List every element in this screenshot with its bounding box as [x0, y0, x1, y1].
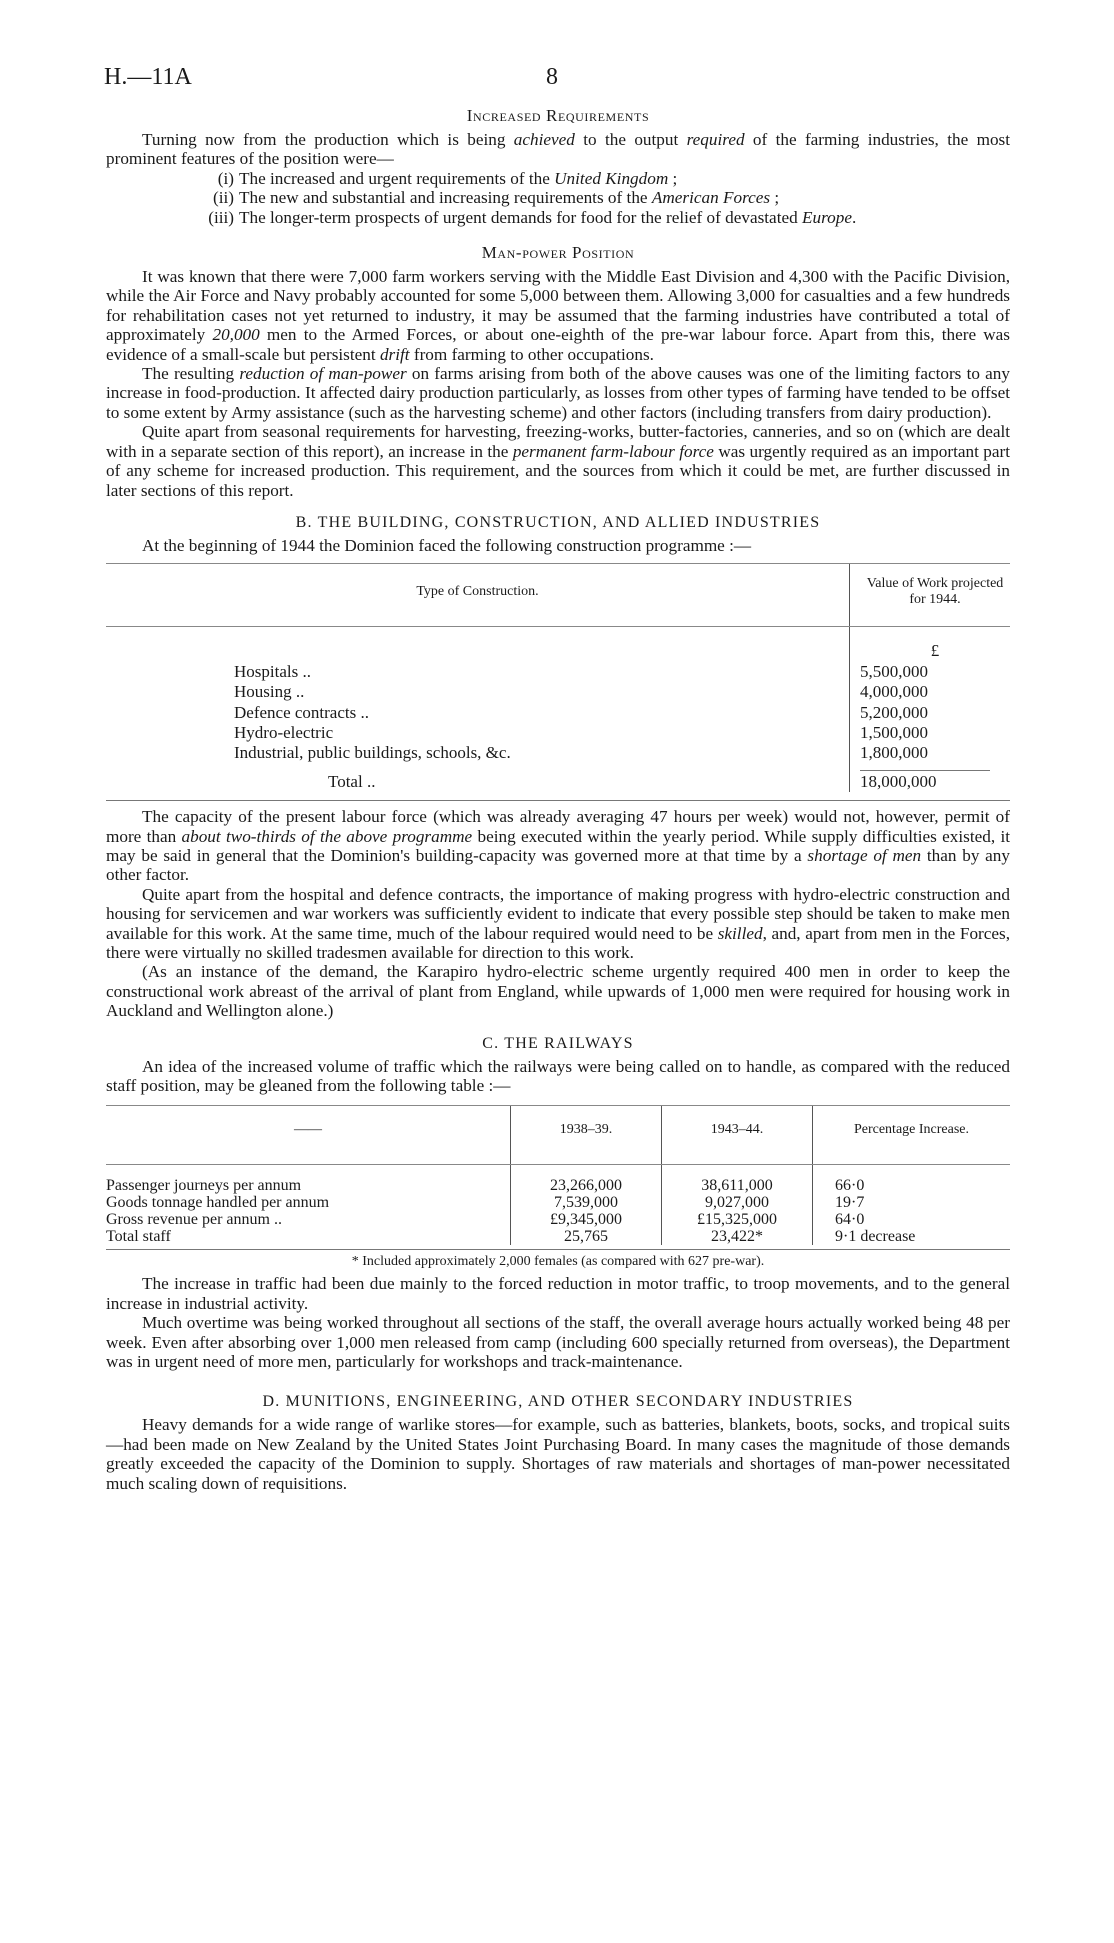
construction-table: [106, 563, 1010, 792]
building-paragraph-3: (As an instance of the demand, the Karapiro hydro-electric scheme urgently required 400 men in order to keep the constructional work abreast of the arrival of plant from England, while upwards of 1,000 men were required for housing work in Auckland and Wellington alone.): [106, 962, 1010, 1021]
building-paragraph-1: The capacity of the present labour force (which was already averaging 47 hours per week) would not, however, permit of more than about two-thirds of the above programme being executed within the yearly period. While supply difficulties existed, it may be said in general that the Dominion's building-capacity was governed more at that time by a shortage of men than by any other factor.: [106, 807, 1010, 885]
man-power-paragraph-2: The resulting reduction of man-power on farms arising from both of the above causes was one of the limiting factors to any increase in food-production. It affected dairy production particularly, as losses from other types of farming have tended to be offset to some extent by Army assistance (such as the harvesting scheme) and other factors (including transfers from dairy production).: [106, 364, 1010, 422]
railways-paragraph-2: Much overtime was being worked throughout all sections of the staff, the overall average hours actually worked being 48 per week. Even after absorbing over 1,000 men released from camp (including 600 specially returned from overseas), the Department was in urgent need of more men, particularly for workshops and track-maintenance.: [106, 1313, 1010, 1372]
row-value: 1,500,000: [850, 723, 1011, 743]
page-number: 8: [546, 64, 558, 90]
row-label: Housing ..: [234, 682, 305, 702]
building-paragraph-2: Quite apart from the hospital and defence contracts, the importance of making progress with hydro-electric construction and housing for servicemen and war workers was sufficiently evident to indicate that every possible step should be taken to make men available for this work. At the same time, much of the labour required would need to be skilled, and, apart from men in the Forces, there were virtually no skilled tradesmen available for direction to this work.: [106, 884, 1011, 962]
section-title-man-power: Man-power Position: [481, 243, 635, 263]
increased-requirements-intro: Turning now from the production which is being achieved to the output required of the farming industries, the most prominent features of the position were—: [106, 130, 1010, 169]
table-header-row: [106, 1106, 1010, 1165]
row-label: Defence contracts ..: [234, 702, 369, 722]
railways-table: [106, 1105, 1010, 1245]
munitions-paragraph-1: Heavy demands for a wide range of warlike stores—for example, such as batteries, blankets, boots, socks, and tropical suits—had been made on New Zealand by the United States Joint Purchasing Board. In many cases the magnitude of those demands greatly exceeded the capacity of the Dominion to supply. Shortages of raw materials and shortages of man-power necessitated much scaling down of requisitions.: [106, 1415, 1010, 1493]
percentage: 64·0: [813, 1211, 1011, 1228]
building-intro: At the beginning of 1944 the Dominion faced the following construction programme :—: [142, 535, 752, 555]
column-header-value: Value of Work projected for 1944.: [850, 564, 1011, 627]
currency-symbol: £: [850, 641, 1011, 661]
railways-paragraph-1: The increase in traffic had been due mainly to the forced reduction in motor traffic, to troop movements, and to the general increase in industrial activity.: [106, 1274, 1010, 1313]
man-power-paragraph-1: It was known that there were 7,000 farm workers serving with the Middle East Division and 4,300 with the Pacific Division, while the Air Force and Navy probably accounted for some 5,000 between them. Allowing 3,000 for casualties and a few hundreds for rehabilitation cases not yet returned to industry, it may be assumed that the farming industries have contributed a total of approximately 20,000 men to the Armed Forces, or about one-eighth of the pre-war labour force. Apart from this, there was evidence of a small-scale but persistent drift from farming to other occupations.: [106, 267, 1010, 364]
table-row: [106, 682, 1010, 702]
table-row: [106, 743, 1010, 763]
section-title-increased-requirements: Increased Requirements: [466, 106, 650, 125]
column-header-blank: ——: [106, 1106, 511, 1165]
percentage: 19·7: [813, 1194, 1011, 1211]
row-value: 5,200,000: [850, 703, 1011, 723]
railways-footnote: * Included approximately 2,000 females (as compared with 627 pre-war).: [351, 1254, 765, 1270]
table-row: [106, 703, 1010, 723]
page-header: [106, 0, 1010, 96]
list-item: (iii) The longer-term prospects of urgent demands for food for the relief of devastated Europe.: [208, 207, 857, 227]
value-1938: 23,266,000: [511, 1177, 662, 1194]
percentage: 9·1 decrease: [813, 1228, 1011, 1245]
section-title-building: B. THE BUILDING, CONSTRUCTION, AND ALLIED INDUSTRIES: [295, 513, 821, 531]
value-1938: 7,539,000: [511, 1194, 662, 1211]
row-value: 5,500,000: [850, 662, 1011, 682]
table-header-row: [106, 564, 1010, 627]
percentage: 66·0: [813, 1177, 1011, 1194]
table-row: [106, 662, 1010, 682]
table-total-row: [106, 772, 1010, 792]
requirements-list: [106, 169, 1010, 227]
list-item: (ii) The new and substantial and increasing requirements of the American Forces ;: [213, 188, 780, 208]
table-row: [106, 641, 1010, 661]
row-label: Hospitals ..: [234, 661, 311, 681]
table-row: [106, 1177, 1010, 1194]
row-label: Hydro-electric: [234, 722, 334, 742]
value-1938: £9,345,000: [511, 1211, 662, 1228]
total-value: 18,000,000: [850, 772, 1011, 792]
column-header-percentage: Percentage Increase.: [813, 1106, 1011, 1165]
table-row: [106, 723, 1010, 743]
value-1943: 38,611,000: [662, 1177, 813, 1194]
row-label: Goods tonnage handled per annum: [106, 1194, 330, 1212]
man-power-paragraph-3: Quite apart from seasonal requirements for harvesting, freezing-works, butter-factories, canneries, and so on (which are dealt with in a separate section of this report), an increase in the permanent farm-labour force was urgently required as an important part of any scheme for increased production. This requirement, and the sources from which it could be met, are further discussed in later sections of this report.: [106, 422, 1010, 500]
row-value: 1,800,000: [850, 743, 1011, 763]
table-row: [106, 1228, 1010, 1245]
row-label: Gross revenue per annum ..: [106, 1211, 282, 1229]
list-item: (i) The increased and urgent requirements of the United Kingdom ;: [217, 168, 678, 188]
value-1943: £15,325,000: [662, 1211, 813, 1228]
table-row: [106, 1211, 1010, 1228]
value-1943: 9,027,000: [662, 1194, 813, 1211]
total-label: Total ..: [328, 771, 376, 791]
row-label: Total staff: [106, 1228, 171, 1246]
column-header-1938: 1938–39.: [511, 1106, 662, 1165]
column-header-1943: 1943–44.: [662, 1106, 813, 1165]
row-value: 4,000,000: [850, 682, 1011, 702]
row-label: Industrial, public buildings, schools, &c.: [234, 743, 511, 763]
railways-intro: An idea of the increased volume of traffic which the railways were being called on to handle, as compared with the reduced staff position, may be gleaned from the following table :—: [106, 1056, 1010, 1096]
section-title-munitions: D. MUNITIONS, ENGINEERING, AND OTHER SECONDARY INDUSTRIES: [262, 1393, 854, 1411]
value-1938: 25,765: [511, 1228, 662, 1245]
section-title-railways: C. THE RAILWAYS: [482, 1034, 634, 1052]
document-reference: H.—11A: [104, 64, 192, 90]
row-label: Passenger journeys per annum: [106, 1177, 302, 1195]
table-row: [106, 1194, 1010, 1211]
value-1943: 23,422*: [662, 1228, 813, 1245]
column-header-type: Type of Construction.: [106, 564, 850, 627]
